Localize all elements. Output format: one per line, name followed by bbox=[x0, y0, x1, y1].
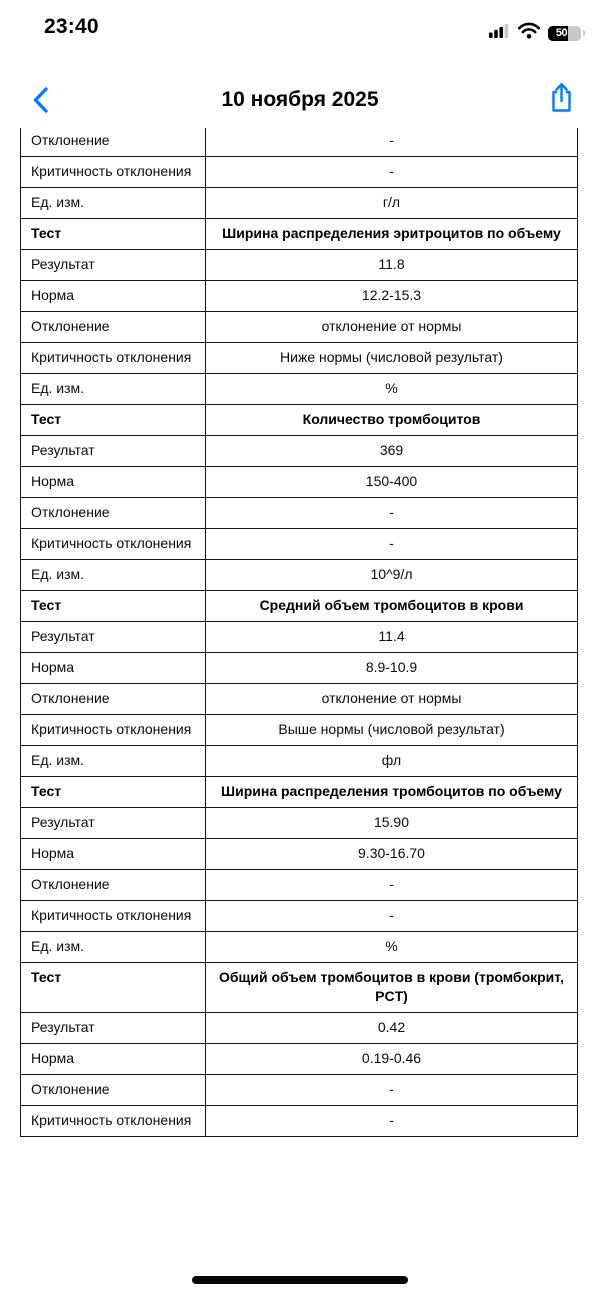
table-row bbox=[21, 374, 578, 405]
table-row bbox=[21, 901, 578, 932]
row-value: 12.2-15.3 bbox=[206, 281, 578, 312]
row-value: - bbox=[206, 529, 578, 560]
table-row bbox=[21, 436, 578, 467]
row-value: - bbox=[206, 1106, 578, 1137]
status-time: 23:40 bbox=[44, 15, 99, 38]
row-label: Результат bbox=[21, 622, 206, 653]
battery-percent: 50 bbox=[555, 27, 568, 39]
row-label: Критичность отклонения bbox=[21, 901, 206, 932]
row-value: Количество тромбоцитов bbox=[206, 405, 578, 436]
row-value: 0.19-0.46 bbox=[206, 1044, 578, 1075]
results-table bbox=[20, 128, 578, 1137]
row-label: Ед. изм. bbox=[21, 188, 206, 219]
row-value: отклонение от нормы bbox=[206, 684, 578, 715]
share-button[interactable] bbox=[547, 80, 576, 118]
row-label: Результат bbox=[21, 250, 206, 281]
table-row bbox=[21, 808, 578, 839]
row-value: 0.42 bbox=[206, 1013, 578, 1044]
table-row bbox=[21, 560, 578, 591]
row-label: Ед. изм. bbox=[21, 374, 206, 405]
table-row bbox=[21, 1044, 578, 1075]
row-value: 9.30-16.70 bbox=[206, 839, 578, 870]
table-row bbox=[21, 467, 578, 498]
row-label: Тест bbox=[21, 405, 206, 436]
row-value: Общий объем тромбоцитов в крови (тромбокрит, PCT) bbox=[206, 963, 578, 1013]
row-label: Ед. изм. bbox=[21, 746, 206, 777]
row-label: Критичность отклонения bbox=[21, 1106, 206, 1137]
row-value: - bbox=[206, 498, 578, 529]
row-value: г/л bbox=[206, 188, 578, 219]
row-value: - bbox=[206, 157, 578, 188]
row-value: 10^9/л bbox=[206, 560, 578, 591]
row-value: Ширина распределения эритроцитов по объему bbox=[206, 219, 578, 250]
row-label: Норма bbox=[21, 1044, 206, 1075]
table-row bbox=[21, 715, 578, 746]
table-row bbox=[21, 591, 578, 622]
table-row bbox=[21, 1013, 578, 1044]
table-row bbox=[21, 405, 578, 436]
row-label: Ед. изм. bbox=[21, 560, 206, 591]
battery-icon bbox=[548, 26, 581, 41]
row-label: Тест bbox=[21, 963, 206, 1013]
row-label: Результат bbox=[21, 436, 206, 467]
table-row bbox=[21, 281, 578, 312]
page-title: 10 ноября 2025 bbox=[221, 88, 379, 111]
row-label: Отклонение bbox=[21, 498, 206, 529]
table-row bbox=[21, 963, 578, 1013]
row-value: Ширина распределения тромбоцитов по объему bbox=[206, 777, 578, 808]
row-value: 11.4 bbox=[206, 622, 578, 653]
row-label: Результат bbox=[21, 1013, 206, 1044]
table-row bbox=[21, 529, 578, 560]
wifi-icon bbox=[517, 22, 541, 44]
row-value: - bbox=[206, 901, 578, 932]
row-value: % bbox=[206, 374, 578, 405]
table-row bbox=[21, 188, 578, 219]
table-row bbox=[21, 250, 578, 281]
status-icons bbox=[489, 22, 585, 44]
row-label: Ед. изм. bbox=[21, 932, 206, 963]
row-label: Норма bbox=[21, 467, 206, 498]
row-value: - bbox=[206, 1075, 578, 1106]
table-row bbox=[21, 622, 578, 653]
table-row bbox=[21, 312, 578, 343]
table-row bbox=[21, 932, 578, 963]
table-row bbox=[21, 839, 578, 870]
battery-tip bbox=[583, 30, 586, 36]
results-table-viewport[interactable] bbox=[0, 128, 600, 1247]
cellular-signal-icon bbox=[489, 24, 510, 43]
row-label: Результат bbox=[21, 808, 206, 839]
row-label: Норма bbox=[21, 839, 206, 870]
table-row bbox=[21, 498, 578, 529]
row-value: 150-400 bbox=[206, 467, 578, 498]
table-row bbox=[21, 219, 578, 250]
row-label: Тест bbox=[21, 219, 206, 250]
status-bar bbox=[0, 0, 600, 54]
table-row bbox=[21, 128, 578, 157]
row-label: Критичность отклонения bbox=[21, 715, 206, 746]
row-label: Критичность отклонения bbox=[21, 343, 206, 374]
row-label: Тест bbox=[21, 591, 206, 622]
row-label: Отклонение bbox=[21, 1075, 206, 1106]
table-row bbox=[21, 343, 578, 374]
row-value: отклонение от нормы bbox=[206, 312, 578, 343]
row-label: Критичность отклонения bbox=[21, 157, 206, 188]
table-row bbox=[21, 1075, 578, 1106]
row-label: Отклонение bbox=[21, 312, 206, 343]
row-value: - bbox=[206, 870, 578, 901]
row-label: Тест bbox=[21, 777, 206, 808]
row-value: % bbox=[206, 932, 578, 963]
row-label: Норма bbox=[21, 281, 206, 312]
row-label: Критичность отклонения bbox=[21, 529, 206, 560]
row-label: Отклонение bbox=[21, 870, 206, 901]
row-label: Отклонение bbox=[21, 684, 206, 715]
row-value: Средний объем тромбоцитов в крови bbox=[206, 591, 578, 622]
row-value: 8.9-10.9 bbox=[206, 653, 578, 684]
table-row bbox=[21, 684, 578, 715]
table-row bbox=[21, 157, 578, 188]
row-value: 11.8 bbox=[206, 250, 578, 281]
share-icon bbox=[549, 101, 574, 116]
row-value: 369 bbox=[206, 436, 578, 467]
table-row bbox=[21, 653, 578, 684]
row-value: 15.90 bbox=[206, 808, 578, 839]
table-row bbox=[21, 1106, 578, 1137]
table-row bbox=[21, 870, 578, 901]
row-label: Отклонение bbox=[21, 128, 206, 157]
navigation-bar bbox=[0, 54, 600, 128]
row-value: фл bbox=[206, 746, 578, 777]
row-label: Норма bbox=[21, 653, 206, 684]
row-value: Ниже нормы (числовой результат) bbox=[206, 343, 578, 374]
row-value: Выше нормы (числовой результат) bbox=[206, 715, 578, 746]
table-row bbox=[21, 746, 578, 777]
row-value: - bbox=[206, 128, 578, 157]
table-row bbox=[21, 777, 578, 808]
home-indicator[interactable] bbox=[192, 1276, 408, 1284]
